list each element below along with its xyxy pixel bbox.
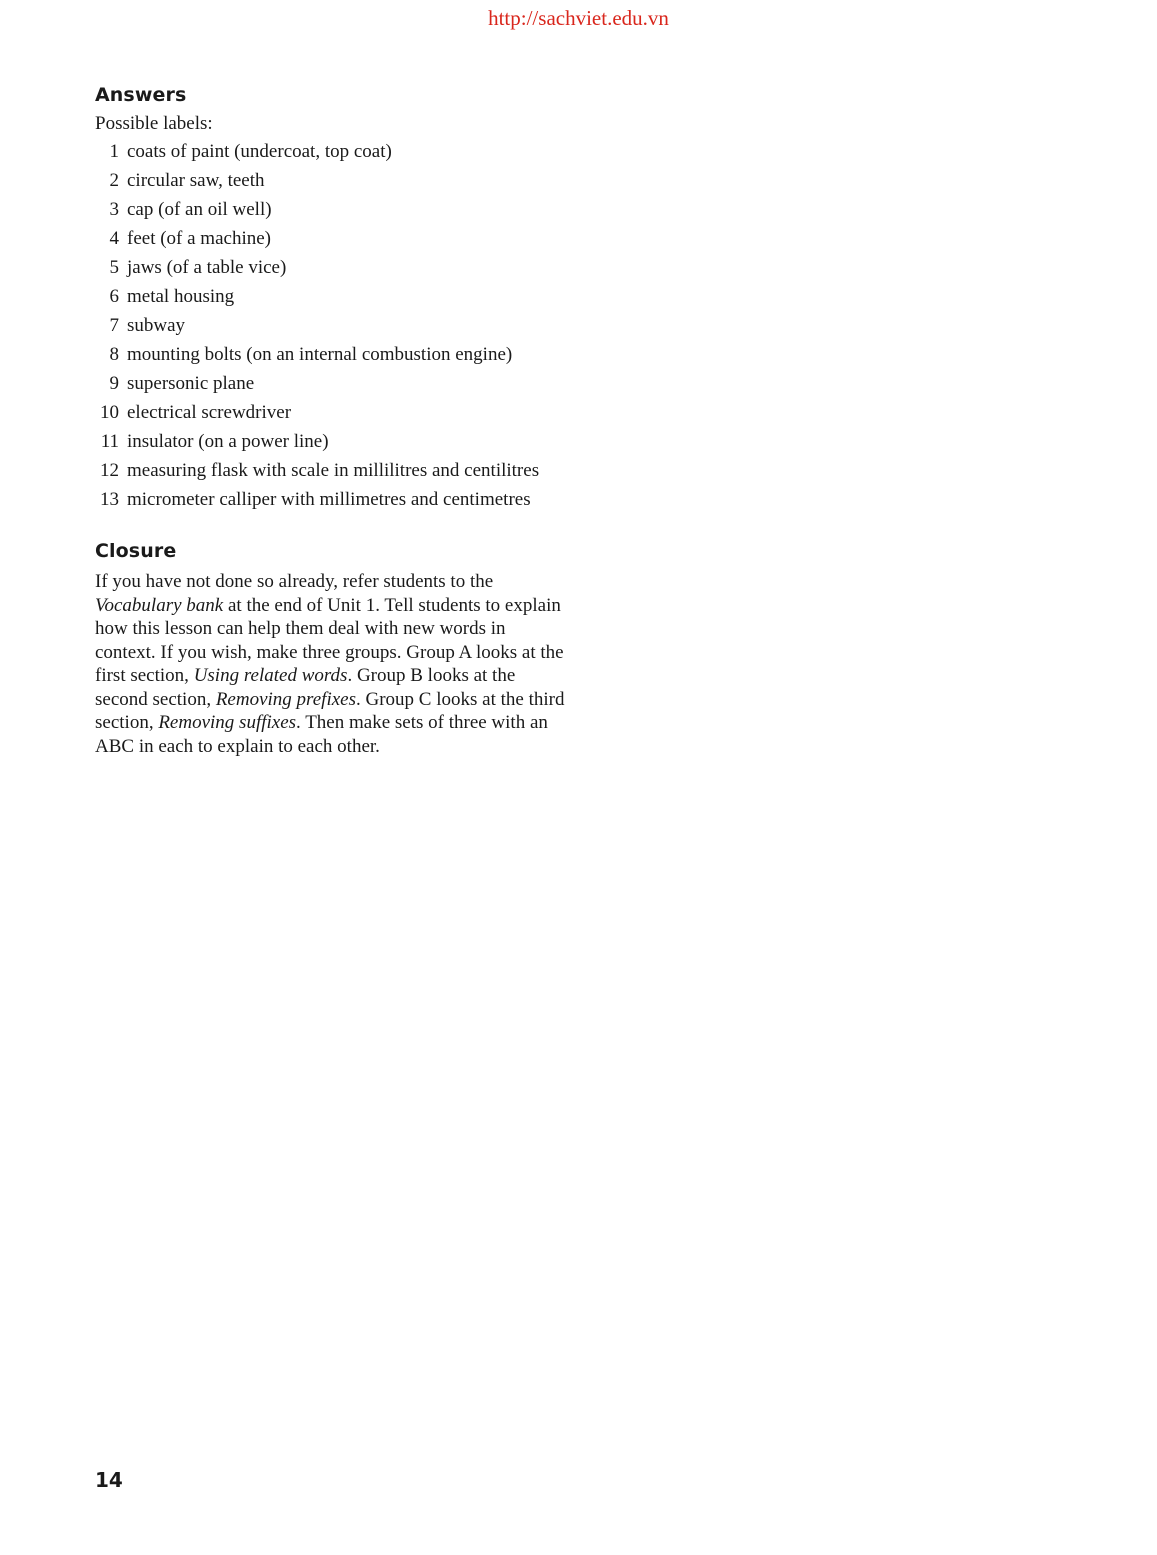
closure-italic-term: Vocabulary bank — [95, 594, 224, 616]
page-number: 14 — [95, 1468, 123, 1492]
answer-text: coats of paint (undercoat, top coat) — [127, 141, 392, 162]
answer-number: 4 — [109, 228, 119, 249]
answer-item — [95, 140, 565, 164]
watermark-url[interactable]: http://sachviet.edu.vn — [488, 6, 669, 30]
answer-number: 1 — [109, 141, 119, 162]
answer-item — [95, 227, 565, 251]
answer-number: 8 — [109, 344, 119, 365]
closure-italic-term: Using related words — [193, 665, 348, 686]
answers-heading: Answers — [95, 84, 187, 106]
answer-text: mounting bolts (on an internal combustion engine) — [127, 344, 513, 365]
answer-text: electrical screwdriver — [127, 402, 292, 423]
answer-number: 2 — [109, 170, 119, 191]
page-content — [95, 84, 565, 758]
answer-item — [95, 314, 565, 338]
answer-text: micrometer calliper with millimetres and centimetres — [127, 489, 531, 510]
answer-number: 12 — [100, 460, 119, 481]
answer-number: 7 — [109, 315, 119, 336]
answer-number: 3 — [109, 199, 119, 220]
answer-text: supersonic plane — [127, 373, 255, 394]
answer-number: 10 — [100, 402, 119, 423]
answer-item — [95, 169, 565, 193]
closure-text: . Group C looks at the third section, — [95, 688, 565, 733]
answer-text: subway — [127, 315, 186, 336]
answer-text: jaws (of a table vice) — [127, 257, 287, 278]
answer-item — [95, 285, 565, 309]
answer-item — [95, 401, 565, 425]
answer-text: measuring flask with scale in millilitres and centilitres — [127, 460, 540, 481]
answers-intro: Possible labels: — [95, 113, 213, 134]
answer-number: 13 — [100, 489, 119, 510]
answer-item — [95, 372, 565, 396]
answer-item — [95, 430, 565, 454]
answer-text: cap (of an oil well) — [127, 199, 272, 220]
answer-item — [95, 459, 565, 483]
closure-italic-term: Removing suffixes — [158, 712, 297, 733]
closure-italic-term: Removing prefixes — [215, 688, 356, 710]
closure-text: . Group B looks at the second section, — [95, 665, 516, 710]
answer-item — [95, 198, 565, 222]
answer-text: feet (of a machine) — [127, 228, 271, 249]
answer-text: circular saw, teeth — [127, 170, 265, 191]
answer-number: 9 — [109, 373, 119, 394]
answer-number: 6 — [109, 286, 119, 307]
closure-text: . Then make sets of three with an ABC in each to explain to each other. — [95, 712, 548, 757]
answer-item — [95, 488, 565, 512]
closure-text: If you have not done so already, refer students to the — [95, 571, 494, 592]
closure-heading: Closure — [95, 540, 177, 562]
closure-paragraph — [95, 570, 565, 758]
answer-item — [95, 256, 565, 280]
answer-text: metal housing — [127, 286, 235, 307]
answer-item — [95, 343, 565, 367]
answer-number: 5 — [109, 257, 119, 278]
answer-number: 11 — [100, 431, 119, 452]
closure-text: at the end of Unit 1. Tell students to explain how this lesson can help them deal with new words in context. If you wish, make three groups. Group A looks at the first section, — [95, 594, 564, 686]
answers-list — [95, 140, 565, 512]
answer-text: insulator (on a power line) — [127, 431, 329, 452]
